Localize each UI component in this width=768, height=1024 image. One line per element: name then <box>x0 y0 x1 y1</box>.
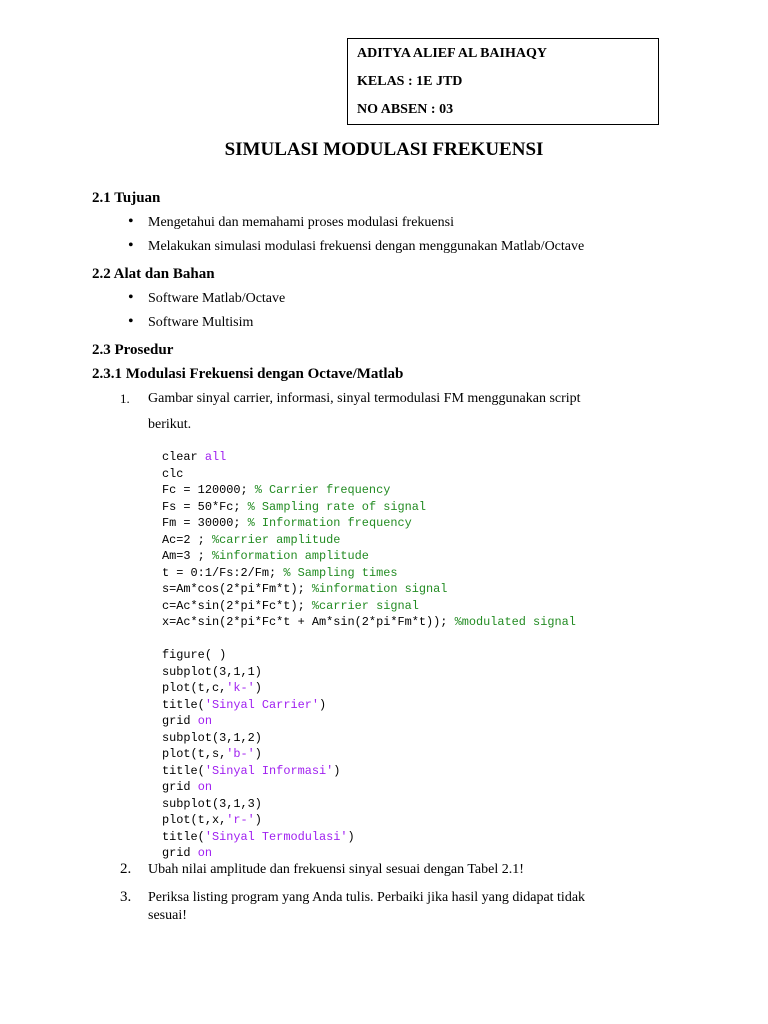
identity-box <box>347 38 659 125</box>
step-number: 1. <box>120 391 130 406</box>
list-item: • Mengetahui dan memahami proses modulasi frekuensi <box>128 213 454 230</box>
list-item: • Software Matlab/Octave <box>128 289 286 306</box>
step-number: 3. <box>120 889 132 905</box>
step-3: 3. Periksa listing program yang Anda tulis. Perbaiki jika hasil yang didapat tidak <box>120 889 586 905</box>
bullet-icon: • <box>128 237 134 254</box>
bullet-icon: • <box>128 289 134 306</box>
bullet-icon: • <box>128 213 134 230</box>
heading-alat: 2.2 Alat dan Bahan <box>92 266 215 282</box>
step-1-continued: berikut. <box>148 417 192 432</box>
step-3-continued: sesuai! <box>148 908 187 923</box>
student-absen: NO ABSEN : 03 <box>357 102 454 117</box>
heading-prosedur: 2.3 Prosedur <box>92 342 174 358</box>
page-title: SIMULASI MODULASI FREKUENSI <box>224 139 544 160</box>
matlab-code-block: clear all clc Fc = 120000; % Carrier frequency Fs = 50*Fc; % Sampling rate of signal Fm = 30000; % Information frequency Ac=2 ; %carrier amplitude Am=3 ; %information amplitude t = 0:1/Fs:2/Fm; % Sampling times s=Am*cos(2*pi*Fm*t); %information signal c=Ac*sin(2*pi*Fc*t); %carrier signal x=Ac*sin(2*pi*Fc*t + Am*sin(2*pi*Fm*t)); %modulated signal figure( ) subplot(3,1,1) plot(t,c,'k-') title('Sinyal Carrier') grid on subplot(3,1,2) plot(t,s,'b-') title('Sinyal Informasi') grid on subplot(3,1,3) plot(t,x,'r-') title('Sinyal Termodulasi') grid on <box>162 450 576 860</box>
bullet-icon: • <box>128 313 134 330</box>
student-class: KELAS : 1E JTD <box>357 74 463 89</box>
step-1: 1. Gambar sinyal carrier, informasi, sinyal termodulasi FM menggunakan script <box>120 391 581 406</box>
student-name: ADITYA ALIEF AL BAIHAQY <box>357 46 547 61</box>
step-number: 2. <box>120 861 132 877</box>
list-item: • Melakukan simulasi modulasi frekuensi dengan menggunakan Matlab/Octave <box>128 237 585 254</box>
list-item: • Software Multisim <box>128 313 254 330</box>
heading-tujuan: 2.1 Tujuan <box>92 190 161 206</box>
heading-modulasi-octave: 2.3.1 Modulasi Frekuensi dengan Octave/Matlab <box>92 366 404 382</box>
step-2: 2. Ubah nilai amplitude dan frekuensi sinyal sesuai dengan Tabel 2.1! <box>120 861 524 877</box>
